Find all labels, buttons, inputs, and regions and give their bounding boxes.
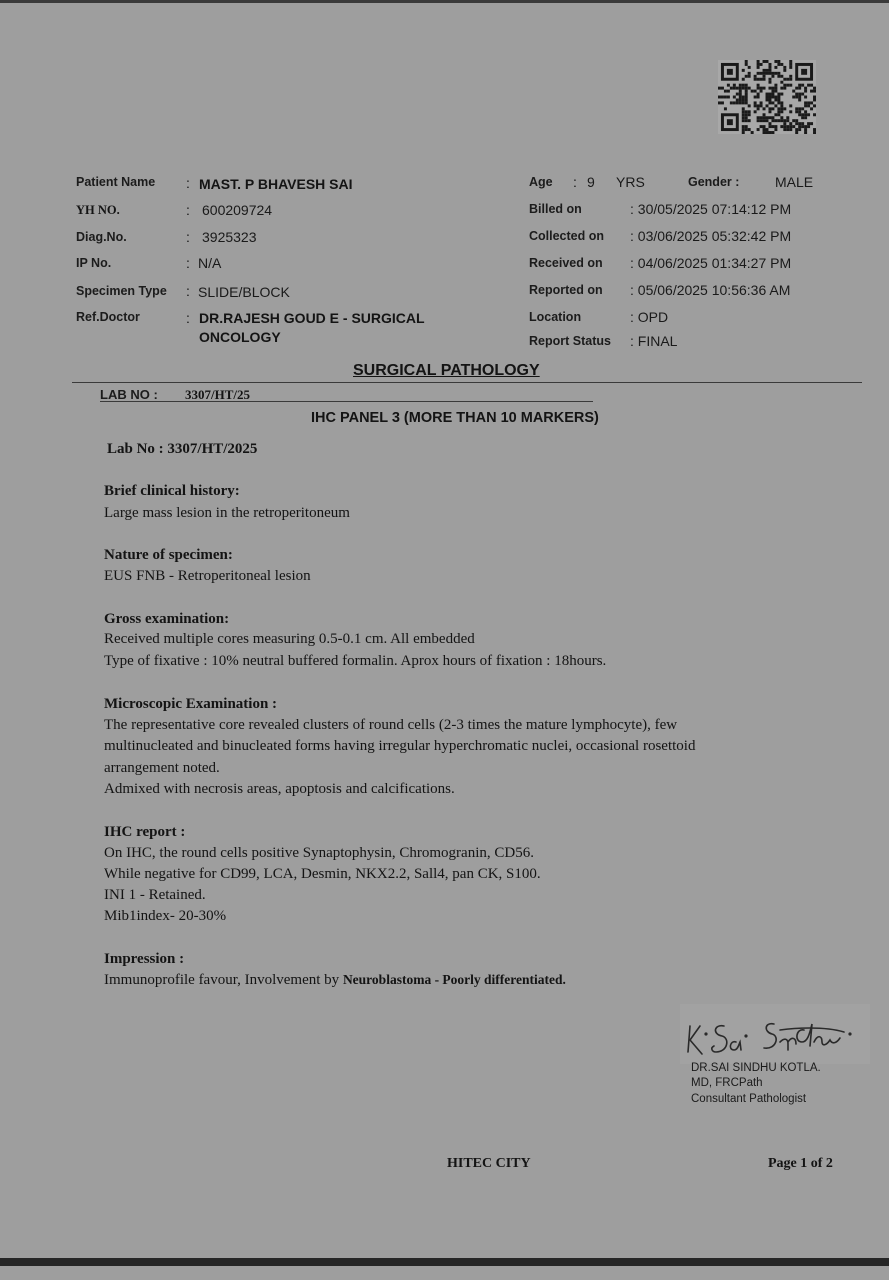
- page-number: Page 1 of 2: [768, 1156, 833, 1171]
- gender-label: Gender :: [688, 175, 740, 189]
- lab-no-underline: [100, 401, 593, 402]
- microscopic-heading: Microscopic Examination :: [104, 696, 278, 712]
- impression-prefix: Immunoprofile favour, Involvement by: [104, 972, 343, 988]
- yh-no-label: YH NO.: [76, 203, 120, 217]
- colon: :: [186, 310, 190, 326]
- age-value: 9: [587, 174, 595, 190]
- gender-value: MALE: [775, 174, 814, 190]
- report-status-value: : FINAL: [630, 333, 678, 349]
- collected-on-value: : 03/06/2025 05:32:42 PM: [630, 228, 792, 244]
- footer-location: HITEC CITY: [447, 1156, 531, 1171]
- ip-no-label: IP No.: [76, 256, 112, 270]
- reported-on-label: Reported on: [529, 283, 603, 297]
- reported-on-value: : 05/06/2025 10:56:36 AM: [630, 282, 791, 298]
- ihc-line: Mib1index- 20-30%: [104, 908, 227, 924]
- gross-line: Type of fixative : 10% neutral buffered formalin. Aprox hours of fixation : 18hours.: [104, 653, 607, 669]
- department-title: SURGICAL PATHOLOGY: [353, 362, 540, 379]
- lab-no-value: 3307/HT/25: [185, 387, 251, 402]
- ref-doctor-value-cont: ONCOLOGY: [199, 329, 281, 345]
- gross-line: Received multiple cores measuring 0.5-0.1 cm. All embedded: [104, 631, 475, 647]
- lab-no-full: Lab No : 3307/HT/2025: [107, 441, 258, 457]
- received-on-value: : 04/06/2025 01:34:27 PM: [630, 255, 792, 271]
- history-text: Large mass lesion in the retroperitoneum: [104, 505, 350, 521]
- microscopic-line: arrangement noted.: [104, 760, 220, 776]
- microscopic-line: Admixed with necrosis areas, apoptosis and calcifications.: [104, 781, 455, 797]
- history-heading: Brief clinical history:: [104, 483, 240, 499]
- yh-no-value: 600209724: [202, 202, 273, 218]
- ihc-line: On IHC, the round cells positive Synaptophysin, Chromogranin, CD56.: [104, 845, 534, 861]
- pathologist-degrees: MD, FRCPath: [691, 1077, 763, 1089]
- ihc-heading: IHC report :: [104, 824, 186, 840]
- age-label: Age: [529, 175, 553, 189]
- ref-doctor-value: DR.RAJESH GOUD E - SURGICAL: [199, 310, 425, 326]
- qr-code-icon: [718, 60, 816, 134]
- location-label: Location: [529, 310, 582, 324]
- signature-scribble-icon: [684, 1012, 859, 1062]
- location-value: : OPD: [630, 309, 669, 325]
- lab-no-label: LAB NO :: [100, 387, 158, 402]
- specimen-text: EUS FNB - Retroperitoneal lesion: [104, 568, 311, 584]
- colon: :: [573, 174, 577, 190]
- impression-diagnosis: Neuroblastoma - Poorly differentiated.: [342, 972, 566, 987]
- pathologist-name: DR.SAI SINDHU KOTLA.: [691, 1062, 821, 1074]
- ihc-line: INI 1 - Retained.: [104, 887, 206, 903]
- patient-name-label: Patient Name: [76, 175, 156, 189]
- age-unit: YRS: [616, 174, 645, 190]
- colon: :: [186, 175, 190, 191]
- ip-no-value: N/A: [198, 255, 222, 271]
- specimen-heading: Nature of specimen:: [104, 547, 233, 563]
- colon: :: [186, 202, 190, 218]
- bottom-edge: [0, 1258, 889, 1266]
- specimen-type-label: Specimen Type: [76, 284, 167, 298]
- test-name: IHC PANEL 3 (MORE THAN 10 MARKERS): [311, 410, 599, 426]
- colon: :: [186, 283, 190, 299]
- microscopic-line: multinucleated and binucleated forms having irregular hyperchromatic nuclei, occasional rosettoid: [104, 738, 696, 754]
- impression-heading: Impression :: [104, 951, 185, 967]
- top-edge: [0, 0, 889, 3]
- report-status-label: Report Status: [529, 334, 611, 348]
- patient-name-value: MAST. P BHAVESH SAI: [199, 176, 353, 192]
- microscopic-line: The representative core revealed clusters of round cells (2-3 times the mature lymphocyte), few: [104, 717, 678, 733]
- ihc-line: While negative for CD99, LCA, Desmin, NKX2.2, Sall4, pan CK, S100.: [104, 866, 541, 882]
- gross-heading: Gross examination:: [104, 611, 230, 627]
- collected-on-label: Collected on: [529, 229, 605, 243]
- ref-doctor-label: Ref.Doctor: [76, 310, 140, 324]
- colon: :: [186, 255, 190, 271]
- diag-no-value: 3925323: [202, 229, 257, 245]
- impression-text: [104, 972, 566, 989]
- specimen-type-value: SLIDE/BLOCK: [198, 284, 290, 300]
- diag-no-label: Diag.No.: [76, 230, 127, 244]
- billed-on-value: : 30/05/2025 07:14:12 PM: [630, 201, 792, 217]
- billed-on-label: Billed on: [529, 202, 582, 216]
- received-on-label: Received on: [529, 256, 603, 270]
- pathologist-title: Consultant Pathologist: [691, 1093, 807, 1105]
- colon: :: [186, 229, 190, 245]
- divider: [72, 382, 862, 383]
